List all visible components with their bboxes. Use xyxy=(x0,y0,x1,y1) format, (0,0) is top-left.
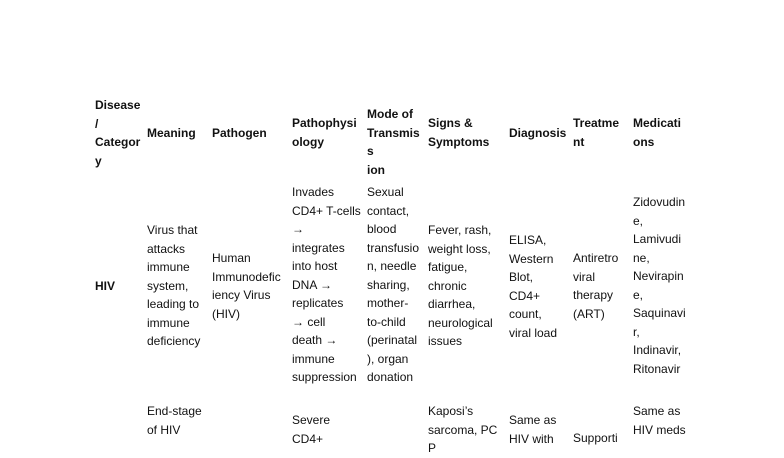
cell-pathophysiology: Invades CD4+ T-cells → integrates into host DNA → replicates → cell death → immune suppression xyxy=(292,185,361,384)
cell-disease: HIV xyxy=(95,279,116,293)
cell-signs-symptoms: Fever, rash, weight loss, fatigue, chronic diarrhea, neurological issues xyxy=(428,223,493,348)
header-signs-symptoms: Signs & Symptoms xyxy=(428,116,490,149)
cell-mode-of-transmission: Sexual contact, blood transfusio n, needle sharing, mother- to-child (perinatal ), organ donation xyxy=(367,185,420,384)
cell-medications: Same as HIV meds xyxy=(633,404,686,437)
header-disease: Disease / Categor y xyxy=(95,98,141,168)
cell-diagnosis: Same as HIV with xyxy=(509,413,557,446)
header-mode-of-transmission: Mode of Transmiss ion xyxy=(367,107,420,177)
header-pathophysiology: Pathophysi ology xyxy=(292,116,357,149)
header-diagnosis: Diagnosis xyxy=(509,126,567,140)
cell-treatment: Supporti xyxy=(573,431,618,445)
header-meaning: Meaning xyxy=(147,126,196,140)
header-pathogen: Pathogen xyxy=(212,126,267,140)
header-medications: Medicati ons xyxy=(633,116,682,149)
header-treatment: Treatme nt xyxy=(573,116,620,149)
cell-diagnosis: ELISA, Western Blot, CD4+ count, viral load xyxy=(509,233,558,340)
cell-meaning: Virus that attacks immune system, leading to immune deficiency xyxy=(147,223,201,348)
cell-pathophysiology: Severe CD4+ xyxy=(292,413,331,446)
cell-treatment: Antiretro viral therapy (ART) xyxy=(573,251,619,321)
cell-pathogen: Human Immunodefic iency Virus (HIV) xyxy=(212,251,281,321)
cell-signs-symptoms: Kaposi’s sarcoma, PCP xyxy=(428,404,498,455)
cell-medications: Zidovudin e, Lamivudi ne, Nevirapin e, Saquinavi r, Indinavir, Ritonavir xyxy=(633,195,686,376)
cell-meaning: End-stage of HIV xyxy=(147,404,202,437)
